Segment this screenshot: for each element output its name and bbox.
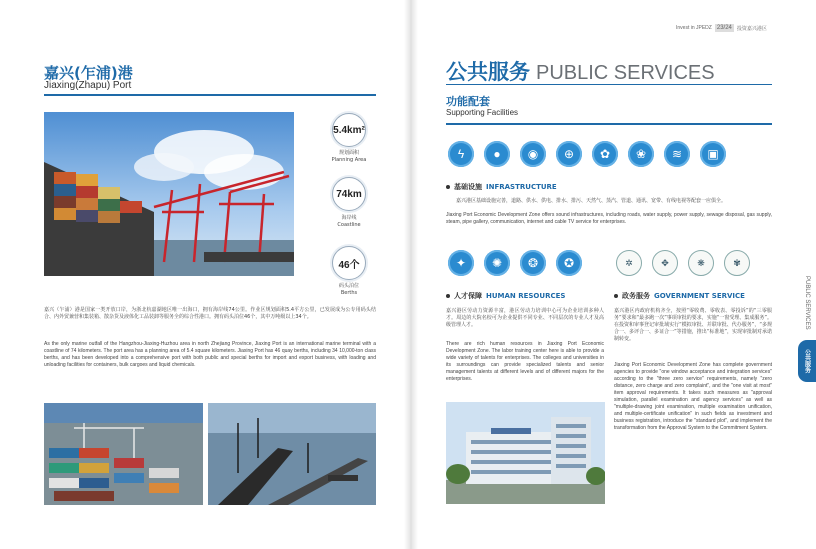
stat-planning-area: 5.4km² <box>332 113 366 147</box>
side-tab-cn[interactable]: 公共服务 <box>798 340 816 382</box>
water-icon: ● <box>484 141 510 167</box>
college-emblem-3: ❂ <box>520 250 546 276</box>
gov-emblem-3: ❋ <box>688 250 714 276</box>
stat-coastline: 74km <box>332 177 366 211</box>
breadcrumb-en: Invest in JPEDZ <box>676 25 712 31</box>
stat-coastline-label: 海岸线 Coastline <box>337 215 361 228</box>
bullet-icon <box>446 294 450 298</box>
section-title-en: PUBLIC SERVICES <box>536 62 715 84</box>
gov-emblem-1: ✲ <box>616 250 642 276</box>
side-tab-en[interactable]: PUBLIC SERVICES <box>798 270 816 336</box>
stat-planning-area-label: 规划面积 Planning Area <box>331 150 367 163</box>
flower-icon: ✿ <box>592 141 618 167</box>
hr-heading: 人才保障 HUMAN RESOURCES <box>446 291 565 301</box>
gov-heading: 政务服务 GOVERNMENT SERVICE <box>614 291 745 301</box>
stat-berths: 46个 <box>332 246 366 280</box>
left-title-cn: 嘉兴(乍浦)港 <box>44 64 133 82</box>
section-rule <box>446 84 772 85</box>
bullet-icon <box>446 185 450 189</box>
tv-icon: ▣ <box>700 141 726 167</box>
college-emblem-1: ✦ <box>448 250 474 276</box>
drainage-icon: ⊕ <box>556 141 582 167</box>
signal-icon: ◉ <box>520 141 546 167</box>
title-rule <box>44 94 376 96</box>
hr-text-en: There are rich human resources in Jiaxing Port Economic Development Zone. The labor training center here is able to provide a wide variety of talents for enterprises. The colleges and universities in its surroundings can provide specialized talents and senior management talents at different levels and of different majors for the enterprises. <box>446 341 604 382</box>
port-description-en: As the only marine outfall of the Hangzhou-Jiaxing-Huzhou area in north Zhejiang Province, Jiaxing Port is an international marine terminal with a coastline of 74 kilometers. The port area has a planning area of 5.4 square kilometers. Jiaxing Port has 46 quay berths, including 34 10,000-ton class berths, and has been developed into a comprehensive port with both public and special berths for import and export business, with loading and unloading facilities for containers, bulk cargoes and liquid chemicals. <box>44 341 376 368</box>
wifi-icon: ≋ <box>664 141 690 167</box>
subtitle-en: Supporting Facilities <box>446 108 519 117</box>
left-title-en: Jiaxing(Zhapu) Port <box>44 80 132 91</box>
pier-aerial-photo <box>208 403 376 505</box>
infra-text-cn: 嘉兴港区基础设施完善，道路、供水、供电、排水、排污、天然气、蒸汽、管道、通讯、宽带、有线电视等配套一应俱全。 <box>456 198 727 204</box>
page-number: 23/24 <box>716 25 732 31</box>
stat-berths-label: 码头泊位 Berths <box>338 283 359 296</box>
hr-text-cn: 嘉兴港区劳动力资源丰富，港区劳动力培训中心可为企业培训多种人才。周边的大院名校可为企业提供不同专业、不同层次的专业人才及高级管理人才。 <box>446 308 604 328</box>
college-emblem-2: ✺ <box>484 250 510 276</box>
office-building-photo <box>446 402 605 504</box>
gov-emblem-4: ✾ <box>724 250 750 276</box>
page-gutter <box>404 0 418 549</box>
port-crane-photo <box>44 112 294 276</box>
section-title <box>446 56 715 86</box>
page-header <box>676 24 767 32</box>
subtitle-cn: 功能配套 <box>446 95 490 108</box>
section-title-cn: 公共服务 <box>446 60 530 84</box>
bullet-icon <box>614 294 618 298</box>
gov-emblem-2: ✥ <box>652 250 678 276</box>
college-emblem-4: ✪ <box>556 250 582 276</box>
infra-heading: 基础设施 INFRASTRUCTURE <box>446 182 557 192</box>
infra-text-en: Jiaxing Port Economic Development Zone offers sound infrastructures, including roads, water supply, power supply, sewage disposal, gas supply, steam, pipe gallery, communication, internet and cable TV service for enterprises. <box>446 212 772 225</box>
breadcrumb-cn: 投资嘉兴港区 <box>736 25 767 32</box>
port-description-cn: 嘉兴（乍浦）港是国家一类开放口岸，为浙北杭嘉湖地区唯一出海口，拥有海岸线74公里。作业区规划面积5.4平方公里，已发展成为公专用码头结合、内外贸兼营和集装箱、散杂货及液体化工品装卸等服务全的综合性港口。拥有码头泊位46个，其中万吨级以上34个。 <box>44 307 376 320</box>
container-yard-photo <box>44 403 203 505</box>
steam-icon: ❀ <box>628 141 654 167</box>
gov-text-cn: 嘉兴港区内政府机构齐全，按照“零收费、零收表、零投诉”的“三零服务”要求和“最多跑一次”事项审批的要求，实施“一窗受理、集成服务”。在投资和审事登记审批域实行“模拟审批、并联审批、代办服务”，“多规合一、多评合一、多证合一”等措施，推出“标准地”，实现审批制对承诺制转变。 <box>614 308 772 342</box>
subtitle-rule <box>446 123 772 125</box>
power-icon: ϟ <box>448 141 474 167</box>
gov-text-en: Jiaxing Port Economic Development Zone has complete government agencies to provide "one window acceptance and integration services" according to the "three zero service" requirements, namely "zero distance, zero charge and zero complaint", and the "one visit at most" item approval requirements. It takes such measures as "approval simulation, parallel examination and agency services" as well as "multiple-drawing joint examination, multiple examination unification, and multiple-certificate unification" in such fields as investment and business registration, introduce the "standard plot", and implement the transformation from the Approval System to the Commitment System. <box>614 362 772 431</box>
